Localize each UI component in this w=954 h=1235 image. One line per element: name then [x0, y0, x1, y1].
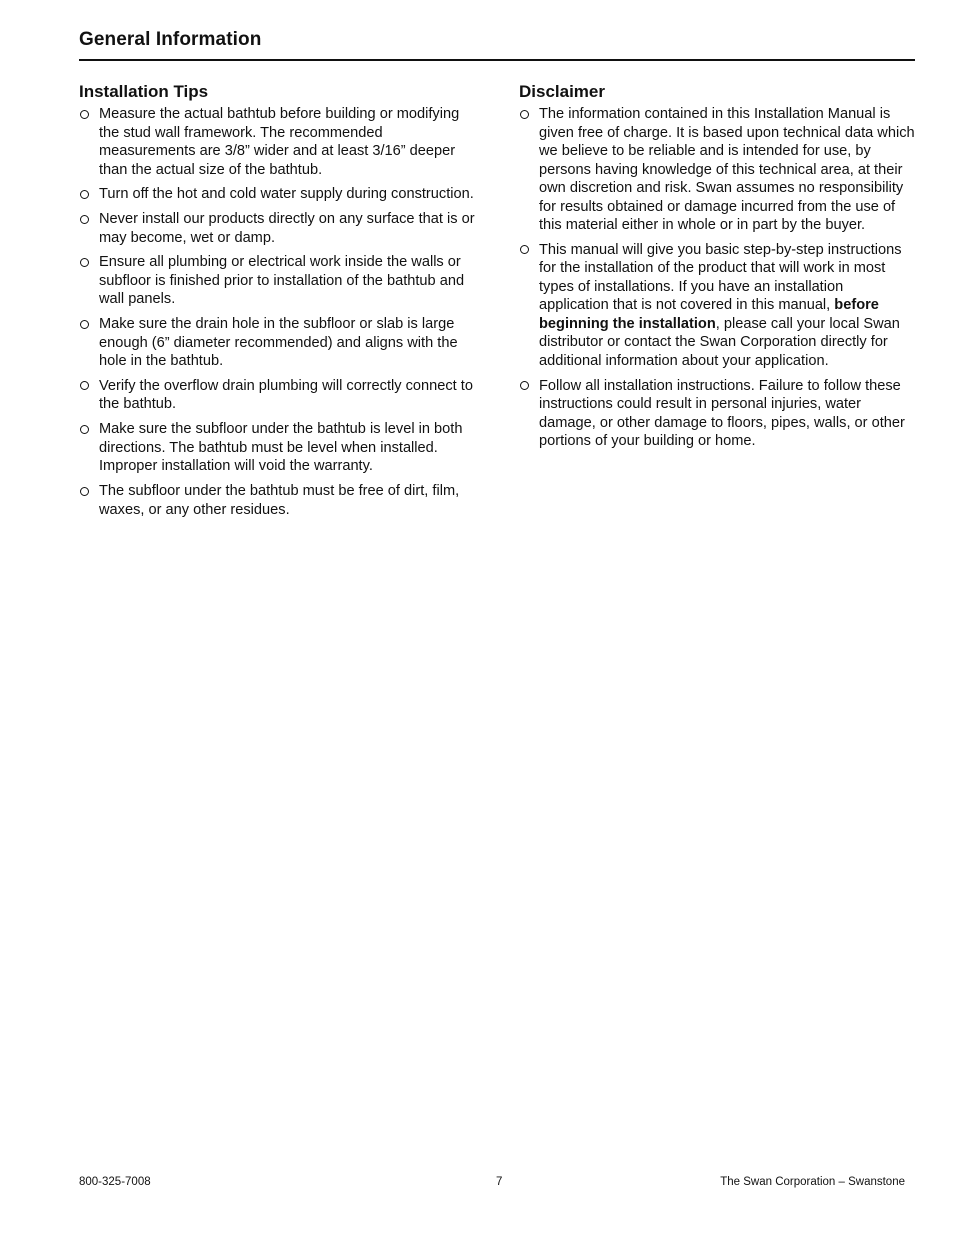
list-item-text: Verify the overflow drain plumbing will correctly connect to the bathtub.: [99, 377, 473, 413]
list-item-text: Make sure the drain hole in the subfloor or slab is large enough (6” diameter recommended) and aligns with the hole in the bathtub.: [99, 316, 458, 370]
circle-bullet-icon: [520, 110, 529, 119]
emphasized-text: before beginning the installation: [539, 297, 879, 332]
disclaimer-heading: Disclaimer: [519, 82, 605, 101]
list-item: [79, 185, 481, 204]
footer-page-number: 7: [496, 1176, 503, 1188]
page-title: General Information: [79, 29, 262, 50]
disclaimer-list: [519, 105, 915, 451]
circle-bullet-icon: [80, 425, 89, 434]
list-item: [79, 253, 481, 309]
disclaimer-section: [519, 82, 915, 457]
list-item-text: Ensure all plumbing or electrical work inside the walls or subfloor is finished prior to installation of the bathtub and wall panels.: [99, 254, 465, 308]
title-divider: [79, 59, 915, 61]
footer-phone: 800-325-7008: [79, 1176, 151, 1188]
circle-bullet-icon: [80, 110, 89, 119]
list-item-text-start: This manual will give you basic step-by-step instructions for the installation of the product that will work in most types of installations. If you have an installation application that is not covered in this manual,: [539, 241, 902, 314]
installation-tips-list: [79, 105, 481, 519]
list-item: [79, 420, 481, 476]
list-item-text-end: , please call your local Swan distributor or contact the Swan Corporation directly for additional information about your application.: [539, 315, 900, 369]
list-item: [519, 241, 915, 371]
list-item: [79, 482, 481, 519]
footer-company: The Swan Corporation – Swanstone: [720, 1176, 905, 1188]
installation-tips-section: [79, 82, 481, 525]
list-item-text: Follow all installation instructions. Failure to follow these instructions could result in personal injuries, water damage, or other damage to floors, pipes, walls, or other portions of your building or home.: [539, 377, 905, 450]
list-item: [519, 105, 915, 235]
installation-tips-heading: Installation Tips: [79, 82, 209, 101]
list-item-text: The subfloor under the bathtub must be free of dirt, film, waxes, or any other residues.: [99, 483, 460, 518]
circle-bullet-icon: [80, 215, 89, 224]
list-item: [79, 105, 481, 179]
circle-bullet-icon: [80, 258, 89, 267]
circle-bullet-icon: [80, 487, 89, 496]
list-item-text: Never install our products directly on any surface that is or may become, wet or damp.: [99, 211, 475, 246]
list-item-text: Make sure the subfloor under the bathtub is level in both directions. The bathtub must be level when installed. Improper installation will void the warranty.: [99, 421, 463, 475]
circle-bullet-icon: [80, 381, 89, 390]
circle-bullet-icon: [80, 320, 89, 329]
circle-bullet-icon: [520, 381, 529, 390]
list-item-text: [539, 242, 902, 369]
list-item-text: Measure the actual bathtub before building or modifying the stud wall framework. The recommended measurements are 3/8” wider and at least 3/16” deeper than the actual size of the bathtub.: [99, 106, 460, 178]
circle-bullet-icon: [80, 190, 89, 199]
list-item: [79, 377, 481, 414]
list-item-text: Turn off the hot and cold water supply during construction.: [99, 186, 474, 203]
circle-bullet-icon: [520, 245, 529, 254]
list-item: [519, 377, 915, 451]
list-item: [79, 315, 481, 371]
list-item-text: The information contained in this Installation Manual is given free of charge. It is based upon technical data which we believe to be reliable and is intended for use, by persons having knowledge of this technical area, at their own discretion and risk. Swan assumes no responsibility for results obtained or damage incurred from the use of this material either in whole or in part by the buyer.: [539, 106, 915, 233]
list-item: [79, 210, 481, 247]
